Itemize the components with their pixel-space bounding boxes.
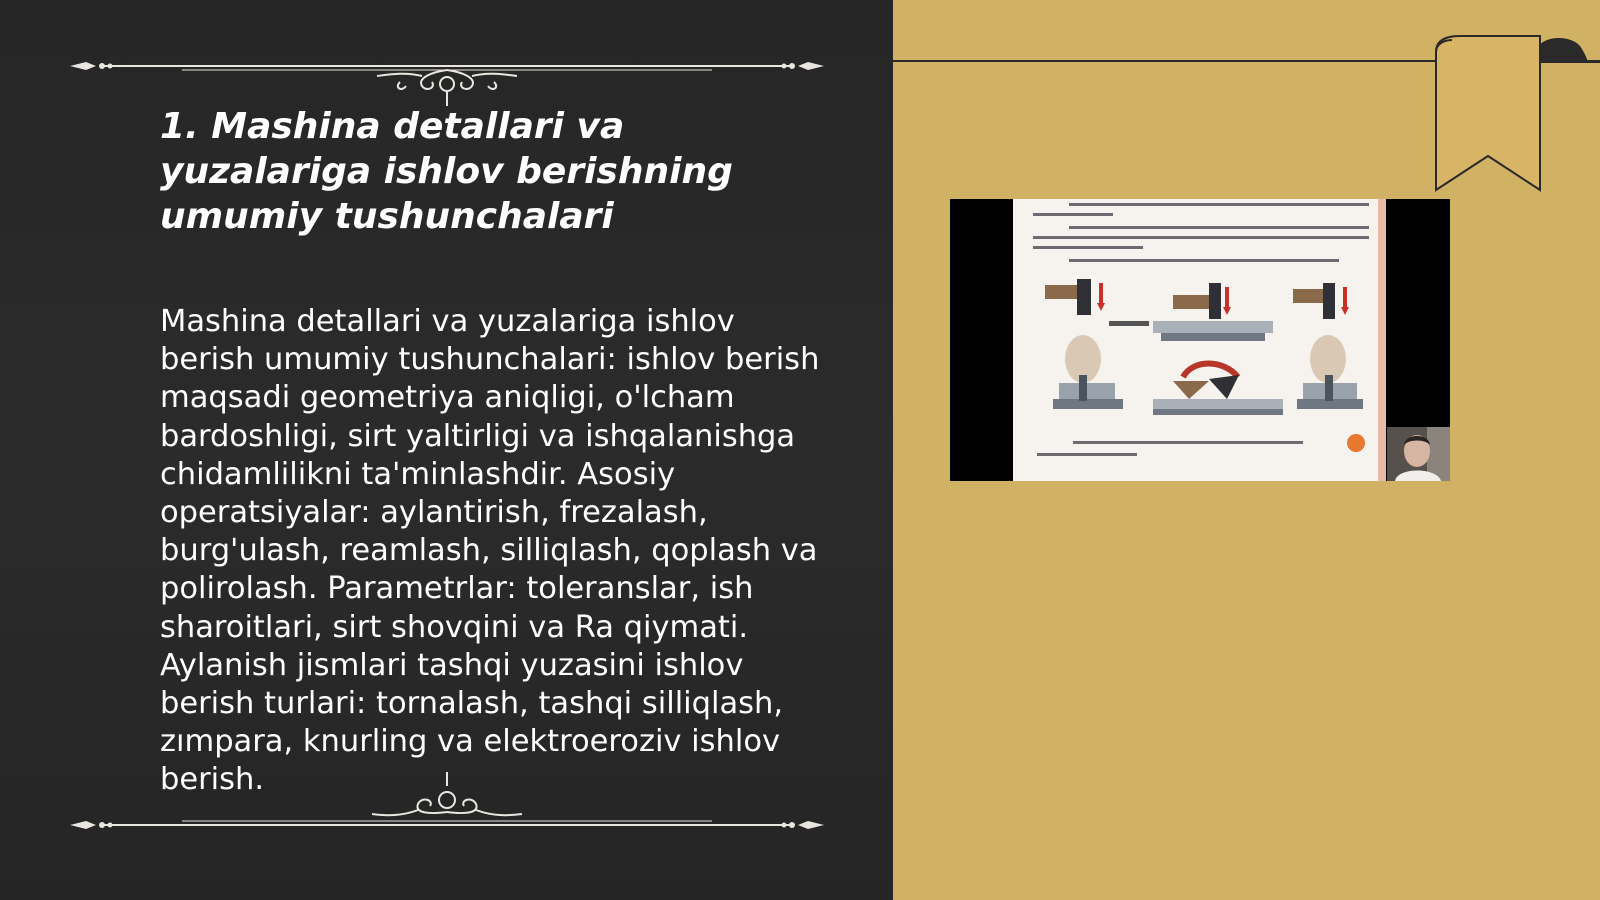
bookmark-ribbon-icon — [1430, 34, 1600, 200]
scanned-textbook-page — [1013, 199, 1378, 481]
embedded-video[interactable] — [950, 199, 1450, 481]
scroll-divider-top-icon — [62, 48, 832, 108]
page-edge — [1378, 199, 1386, 481]
presenter-webcam — [1387, 427, 1450, 481]
scroll-divider-bottom-icon — [62, 770, 832, 830]
presenter-avatar-icon — [1387, 427, 1450, 481]
slide-body-text: Mashina detallari va yuzalariga ishlov berish umumiy tushunchalari: ishlov berish maqsadi geometriya aniqligi, o'lcham bardoshligi, sirt yaltirligi va ishqalanishga chidamlilikni ta'minlashdir. Asosiy operatsiyalar: aylantirish, frezalash, burg'ulash, reamlash, silliqlash, qoplash va polirolash. Parametrlar: toleranslar, ish sharoitlari, sirt shovqini va Ra qiymati. Aylanish jismlari tashqi yuzasini ishlov berish turlari: tornalash, tashqi silliqlash, zımpara, knurling va elektroeroziv ishlov berish. — [160, 304, 820, 798]
slide-title: 1. Mashina detallari va yuzalariga ishlov berishning umumiy tushunchalari — [160, 106, 733, 237]
textbook-illustration — [1013, 199, 1378, 481]
